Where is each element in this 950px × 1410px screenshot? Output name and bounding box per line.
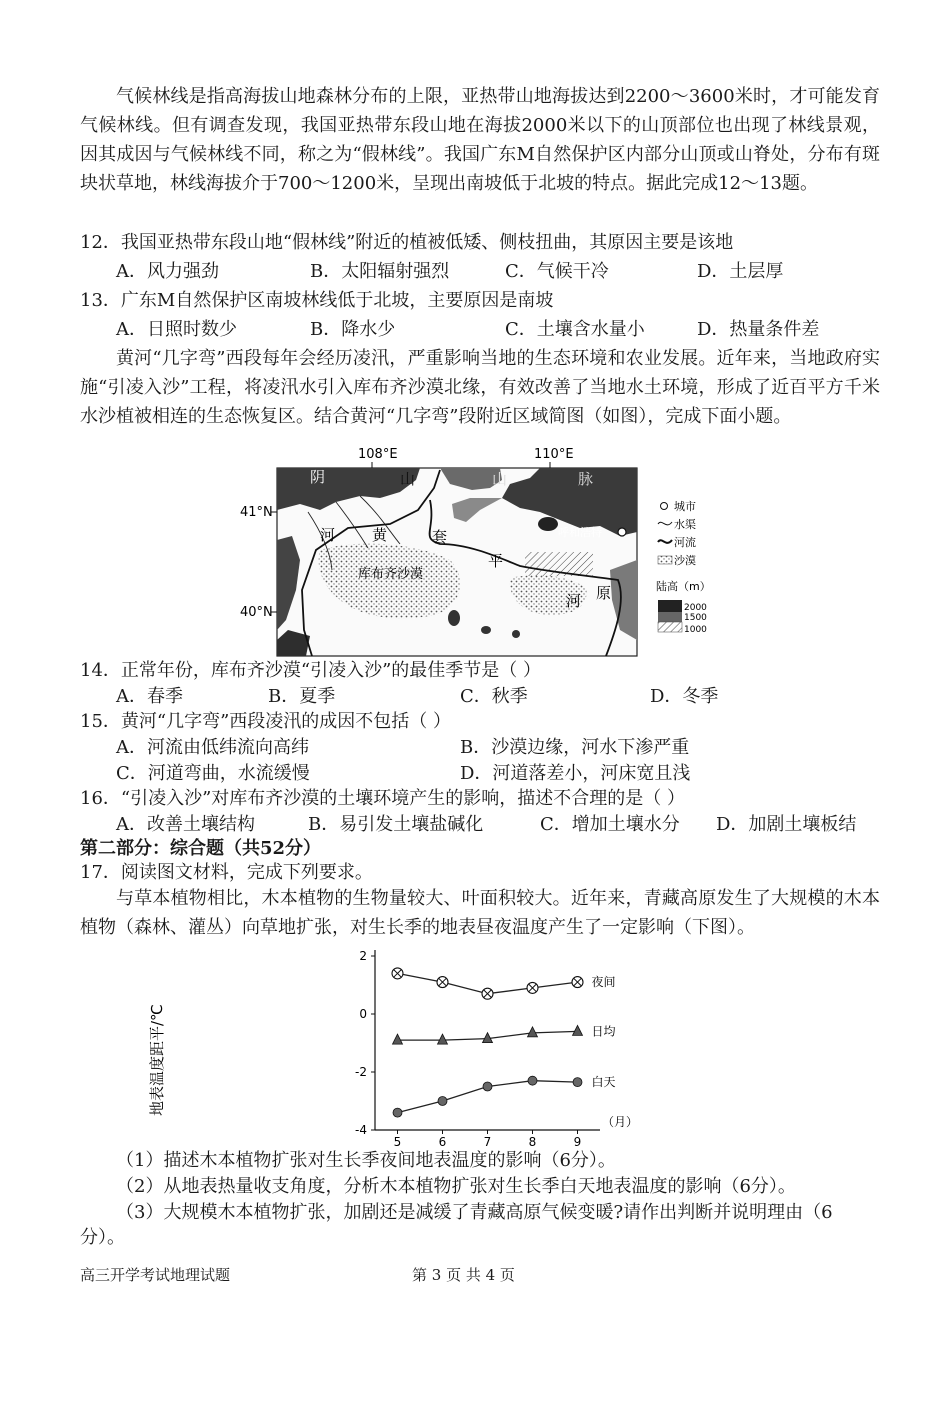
q12-option-b: B．太阳辐射强烈: [310, 261, 450, 282]
point-night: [572, 977, 583, 988]
point-daytime: [528, 1076, 537, 1085]
label-yuan: 原: [596, 584, 612, 602]
q13-stem: 13．广东M自然保护区南坡林线低于北坡，主要原因是南坡: [80, 290, 554, 311]
point-night: [437, 977, 448, 988]
legend-level-1500: 1500: [684, 613, 707, 623]
q13-option-c: C．土壤含水量小: [505, 319, 645, 340]
label-he2: 河: [566, 592, 582, 610]
point-daily-mean: [573, 1025, 583, 1035]
legend-river: 河流: [674, 536, 696, 549]
label-ping: 平: [488, 552, 504, 570]
map-legend: [656, 500, 711, 635]
point-daytime: [573, 1078, 582, 1087]
q16-stem: 16．“引凌入沙”对库布齐沙漠的土壤环境产生的影响，描述不合理的是（ ）: [80, 788, 686, 809]
q16-option-d: D．加剧土壤板结: [716, 814, 857, 835]
q16-option-c: C．增加土壤水分: [540, 814, 680, 835]
point-daily-mean: [528, 1027, 538, 1037]
q17-sub1: （1）描述木本植物扩张对生长季夜间地表温度的影响（6分）。: [116, 1150, 616, 1171]
q15-option-a: A．河流由低纬流向高纬: [116, 737, 309, 758]
q15-option-b: B．沙漠边缘，河水下渗严重: [460, 737, 690, 758]
x-tick-label: 8: [528, 1135, 537, 1148]
series-label-3: 白天: [591, 1075, 616, 1090]
q15-option-c: C．河道弯曲，水流缓慢: [116, 763, 310, 784]
q14-option-b: B．夏季: [268, 686, 336, 707]
legend-level-1000: 1000: [684, 625, 707, 635]
q17-sub3-line2: 分）。: [80, 1227, 125, 1248]
lat-label-40: 40°N: [240, 605, 273, 620]
point-night: [482, 988, 493, 999]
footer-page-number: 第 3 页 共 4 页: [412, 1266, 515, 1284]
label-yin: 阴: [310, 468, 326, 486]
q12-option-a: A．风力强劲: [116, 261, 219, 282]
passage-yellow-river: 黄河“几字弯”西段每年会经历凌汛，严重影响当地的生态环境和农业发展。近年来，当地政府实施“引凌入沙”工程，将凌汛水引入库布齐沙漠北缘，有效改善了当地水土环境，形成了近百平方千米水沙植被相连的生态恢复区。结合黄河“几字弯”段附近区域简图（如图），完成下面小题。: [80, 348, 880, 427]
point-night: [392, 968, 403, 979]
label-desert: 库布齐沙漠: [358, 567, 424, 582]
mountain-spot: [538, 517, 558, 531]
series-label-1: 夜间: [591, 975, 616, 990]
legend-desert: 沙漠: [674, 554, 696, 567]
legend-elev-title: 陆高（m）: [656, 580, 711, 593]
yellow-river-map: [240, 440, 720, 665]
y-tick-label: -2: [355, 1065, 367, 1079]
q14-option-d: D．冬季: [650, 686, 719, 707]
footer-exam-name: 高三开学考试地理试题: [80, 1266, 231, 1284]
y-tick-label: -4: [355, 1123, 367, 1137]
hill-spot-2: [481, 626, 491, 634]
q12-stem: 12．我国亚热带东段山地“假林线”附近的植被低矮、侧枝扭曲，其原因主要是该地: [80, 232, 734, 253]
label-mai: 脉: [578, 470, 594, 488]
q13-option-d: D．热量条件差: [697, 319, 820, 340]
q17-stem: 17．阅读图文材料，完成下列要求。: [80, 862, 373, 883]
q14-stem: 14．正常年份，库布齐沙漠“引凌入沙”的最佳季节是（ ）: [80, 660, 542, 681]
q13-option-a: A．日照时数少: [116, 319, 237, 340]
x-tick-label: 7: [483, 1135, 492, 1148]
q16-option-a: A．改善土壤结构: [116, 814, 255, 835]
y-tick-label: 2: [359, 949, 367, 963]
point-daytime: [393, 1108, 402, 1117]
lon-label-108: 108°E: [358, 447, 398, 462]
legend-city: 城市: [674, 500, 696, 513]
x-tick-label: 5: [393, 1135, 402, 1148]
q14-option-c: C．秋季: [460, 686, 528, 707]
lon-label-110: 110°E: [534, 447, 574, 462]
q15-option-d: D．河道落差小，河床宽且浅: [460, 763, 691, 784]
hill-spot-3: [512, 630, 520, 638]
label-shan1: 山: [400, 470, 416, 488]
q16-option-b: B．易引发土壤盐碱化: [308, 814, 484, 835]
x-tick-label: 9: [573, 1135, 582, 1148]
point-daytime: [438, 1097, 447, 1106]
label-city: 呼和浩特: [558, 526, 602, 539]
passage-forest-line: 气候林线是指高海拔山地森林分布的上限，亚热带山地海拔达到2200～3600米时，才可能发育气候林线。但有调查发现，我国亚热带东段山地在海拔2000米以下的山顶部位也出现了林线景观，因其成因与气候林线不同，称之为“假林线”。我国广东M自然保护区内部分山顶或山脊处，分布有斑块状草地，林线海拔介于700～1200米，呈现出南坡低于北坡的特点。据此完成12～13题。: [80, 86, 880, 194]
q12-option-c: C．气候干冷: [505, 261, 609, 282]
city-marker: [618, 528, 626, 536]
q17-material: 与草本植物相比，木本植物的生物量较大、叶面积较大。近年来，青藏高原发生了大规模的木本植物（森林、灌丛）向草地扩张，对生长季的地表昼夜温度产生了一定影响（下图）。: [80, 888, 880, 938]
point-daily-mean: [438, 1034, 448, 1044]
label-shan2: 山: [492, 470, 508, 488]
label-tao: 套: [432, 528, 448, 546]
x-tick-label: 6: [438, 1135, 447, 1148]
chart-ylabel: 地表温度距平/℃: [148, 1004, 166, 1116]
q17-sub3-line1: （3）大规模木本植物扩张，加剧还是减缓了青藏高原气候变暖?请作出判断并说明理由（6: [116, 1202, 833, 1223]
hill-spot-1: [448, 610, 460, 626]
q14-option-a: A．春季: [116, 686, 183, 707]
section2-heading: 第二部分：综合题（共52分）: [80, 838, 322, 859]
label-huang: 黄: [372, 526, 388, 544]
series-label-2: 日均: [591, 1024, 616, 1039]
legend-canal: 水渠: [674, 518, 696, 531]
y-tick-label: 0: [359, 1007, 367, 1021]
point-daily-mean: [393, 1034, 403, 1044]
q13-option-b: B．降水少: [310, 319, 396, 340]
chart-xlabel: （月）: [602, 1115, 639, 1129]
lat-label-41: 41°N: [240, 505, 273, 520]
point-night: [527, 982, 538, 993]
surface-temperature-chart: [140, 938, 660, 1148]
legend-level-2000: 2000: [684, 603, 707, 613]
point-daytime: [483, 1082, 492, 1091]
q17-sub2: （2）从地表热量收支角度，分析木本植物扩张对生长季白天地表温度的影响（6分）。: [116, 1176, 796, 1197]
q15-stem: 15．黄河“几字弯”西段凌汛的成因不包括（ ）: [80, 711, 452, 732]
label-he: 河: [320, 526, 336, 544]
q12-option-d: D．土层厚: [697, 261, 784, 282]
